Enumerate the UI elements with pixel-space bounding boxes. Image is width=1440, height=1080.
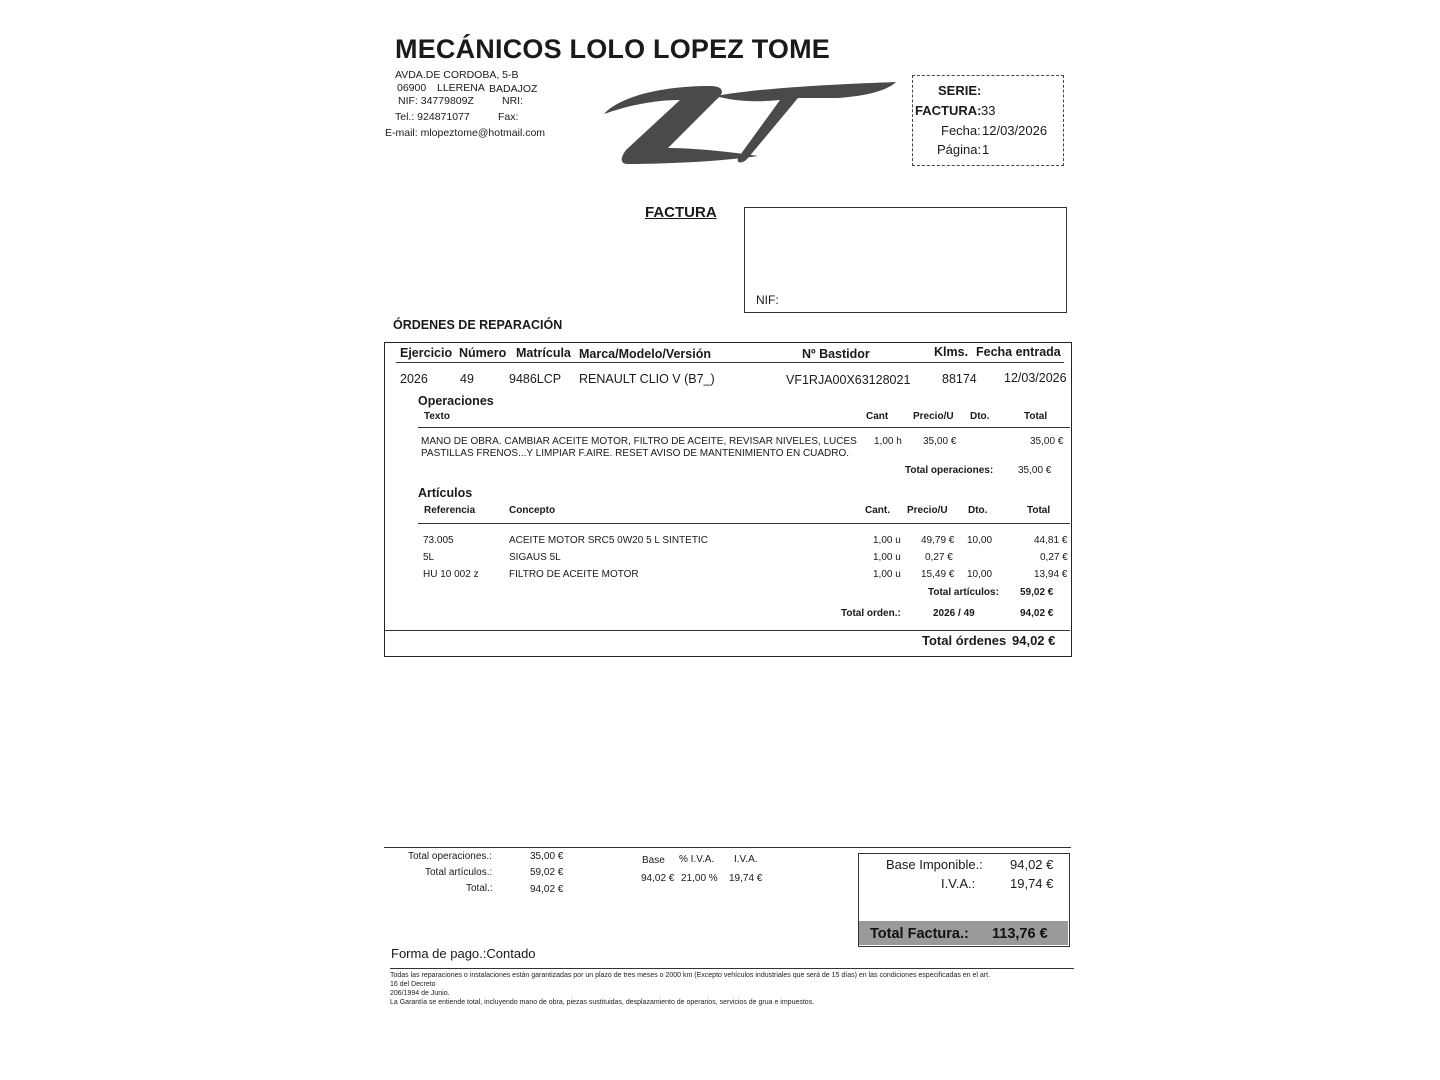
company-province: BADAJOZ [489,83,538,95]
vat-percent: 21,00 % [681,873,718,884]
fecha-value: 12/03/2026 [982,123,1048,138]
val-bastidor: VF1RJA00X63128021 [786,373,911,387]
factura-label: FACTURA: [915,103,982,118]
art-col-ref: Referencia [424,505,476,516]
op-col-precio: Precio/U [913,411,954,422]
op-line-2: PASTILLAS FRENOS...Y LIMPIAR F.AIRE. RESET AVISO DE MANTENIMIENTO EN CUADRO. [421,448,850,459]
company-city: LLERENA [437,82,485,94]
art-row-1-ref: 73.005 [423,535,454,546]
document-title: FACTURA [645,204,717,221]
art-row-3-ref: HU 10 002 z [423,569,479,580]
logo-text: LT [598,78,600,79]
art-row-2-cant: 1,00 u [873,552,901,563]
op-col-total: Total [1024,411,1048,422]
serie-label: SERIE: [938,83,982,98]
customer-box [744,207,1067,313]
summary-total: 94,02 € [530,884,564,895]
ordenes-title: ÓRDENES DE REPARACIÓN [393,318,563,332]
summary-total-label: Total.: [466,883,493,894]
company-nif: NIF: 34779809Z [398,95,474,107]
val-marca: RENAULT CLIO V (B7_) [579,372,715,386]
divider [856,847,1071,848]
pagina-value: 1 [982,142,990,157]
total-orden-ref: 2026 / 49 [933,608,975,619]
vat-iva: 19,74 € [729,873,763,884]
art-row-2-concepto: SIGAUS 5L [509,552,561,563]
fecha-label: Fecha: [941,123,981,138]
col-fecha-entrada: Fecha entrada [976,345,1061,359]
customer-nif-label: NIF: [756,293,779,307]
footer-line-3: 206/1994 de Junio. [390,990,450,997]
footer-line-2: 16 del Decreto [390,981,436,988]
art-row-1-precio: 49,79 € [921,535,955,546]
company-logo [598,78,898,175]
col-numero: Número [459,346,507,360]
iva-total-label: I.V.A.: [941,876,976,891]
art-row-1-total: 44,81 € [1034,535,1068,546]
divider [418,427,1070,428]
art-col-precio: Precio/U [907,505,948,516]
vat-base: 94,02 € [641,873,675,884]
divider [396,362,1064,363]
summary-total-operaciones: 35,00 € [530,851,564,862]
divider [418,523,1070,524]
company-tel: Tel.: 924871077 [395,111,470,123]
art-total-label: Total artículos: [928,587,999,598]
op-line-1: MANO DE OBRA. CAMBIAR ACEITE MOTOR, FILTRO DE ACEITE, REVISAR NIVELES, LUCES [421,436,857,447]
total-orden-value: 94,02 € [1020,608,1054,619]
base-imponible-label: Base Imponible.: [886,857,983,872]
summary-total-articulos: 59,02 € [530,867,564,878]
art-row-1-cant: 1,00 u [873,535,901,546]
op-precio: 35,00 € [923,436,957,447]
val-ejercicio: 2026 [400,372,428,386]
divider [390,968,1074,969]
op-total: 35,00 € [1030,436,1064,447]
art-row-2-ref: 5L [423,552,435,563]
iva-total-value: 19,74 € [1010,876,1054,891]
art-row-2-precio: 0,27 € [925,552,953,563]
val-fecha-entrada: 12/03/2026 [1004,371,1067,385]
total-factura-value: 113,76 € [992,926,1048,942]
col-bastidor: Nº Bastidor [802,347,870,361]
base-imponible-value: 94,02 € [1010,857,1054,872]
company-email: E-mail: mlopeztome@hotmail.com [385,127,546,139]
pagina-label: Página: [937,142,982,157]
total-ordenes-label: Total órdenes [922,633,1007,648]
total-factura-label: Total Factura.: [870,926,969,942]
col-klms: Klms. [934,345,969,359]
company-address: AVDA.DE CORDOBA, 5-B [395,69,519,81]
total-orden-label: Total orden.: [841,608,901,619]
art-row-1-concepto: ACEITE MOTOR SRC5 0W20 5 L SINTETIC [509,535,708,546]
vat-col-percent: % I.V.A. [679,854,715,865]
articulos-title: Artículos [418,486,473,500]
op-total-label: Total operaciones: [905,465,994,476]
op-cant: 1,00 h [874,436,902,447]
col-marca: Marca/Modelo/Versión [579,347,711,361]
footer-line-4: La Garantía se entiende total, incluyendo mano de obra, piezas sustituidas, desplazamiento de operarios, servicios de grua e impuestos. [390,999,815,1006]
company-fax: Fax: [498,111,519,123]
art-row-3-total: 13,94 € [1034,569,1068,580]
summary-total-articulos-label: Total artículos.: [425,867,493,878]
art-col-total: Total [1027,505,1051,516]
op-col-cant: Cant [866,411,889,422]
company-name: MECÁNICOS LOLO LOPEZ TOME [395,34,831,64]
summary-total-operaciones-label: Total operaciones.: [408,851,492,862]
val-matricula: 9486LCP [509,372,562,386]
art-row-3-dto: 10,00 [967,569,993,580]
art-row-3-concepto: FILTRO DE ACEITE MOTOR [509,569,639,580]
col-matricula: Matrícula [516,346,571,360]
divider [384,847,856,848]
vat-col-base: Base [642,855,665,866]
vat-col-iva: I.V.A. [734,854,758,865]
op-col-dto: Dto. [970,411,990,422]
val-klms: 88174 [942,372,977,386]
art-col-concepto: Concepto [509,505,556,516]
total-ordenes-value: 94,02 € [1012,633,1056,648]
art-row-3-precio: 15,49 € [921,569,955,580]
art-total-value: 59,02 € [1020,587,1054,598]
art-row-1-dto: 10,00 [967,535,993,546]
op-total-value: 35,00 € [1018,465,1052,476]
payment-method: Forma de pago.:Contado [391,946,536,961]
art-row-3-cant: 1,00 u [873,569,901,580]
art-col-dto: Dto. [968,505,988,516]
operaciones-title: Operaciones [418,394,494,408]
op-col-texto: Texto [424,411,450,422]
company-postal-code: 06900 [397,82,427,94]
company-nri: NRI: [502,95,523,107]
art-col-cant: Cant. [865,505,890,516]
col-ejercicio: Ejercicio [400,346,453,360]
art-row-2-total: 0,27 € [1040,552,1068,563]
val-numero: 49 [460,372,474,386]
divider [385,630,1070,631]
factura-number: 33 [981,103,996,118]
footer-line-1: Todas las reparaciones o instalaciones están garantizadas por un plazo de tres meses o 2000 km (Excepto vehículos industriales que será de 15 días) en las condiciones especificadas en el art. [390,972,991,979]
